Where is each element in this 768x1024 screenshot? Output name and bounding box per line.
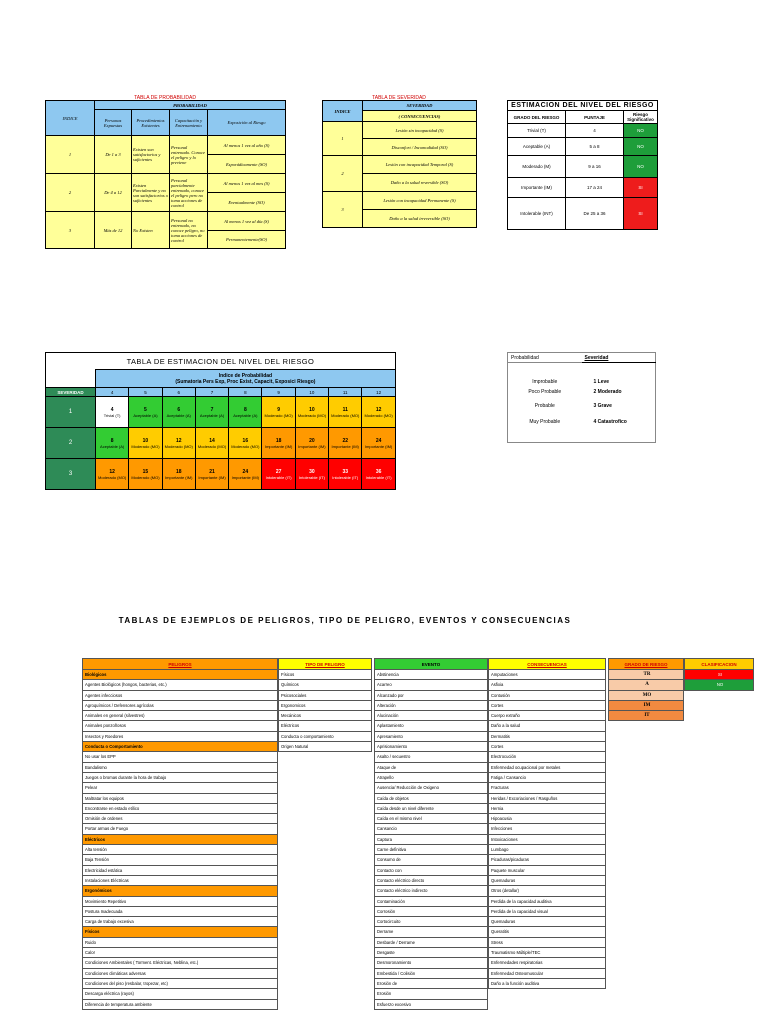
risk-puntaje-1: 4 bbox=[566, 124, 624, 138]
sev-indice-1: 1 bbox=[323, 122, 363, 156]
matrix-cell-score: 12 bbox=[175, 437, 182, 444]
consecuencia-item: Quemaduras bbox=[488, 917, 606, 927]
legend-sev-4: 4 Catastrofico bbox=[593, 418, 627, 425]
matrix-cell-level: Moderado (MO) bbox=[197, 443, 227, 449]
matrix-cell-level: Moderado (MO) bbox=[364, 412, 393, 418]
matrix-cell-level: Moderado (MO) bbox=[131, 443, 160, 449]
matrix-prob-10: 10 bbox=[295, 388, 328, 397]
consecuencia-item: Otros (detallar) bbox=[488, 886, 606, 896]
matrix-prob-7: 7 bbox=[195, 388, 228, 397]
consecuencia-item: Stress bbox=[488, 938, 606, 948]
probability-table bbox=[45, 100, 286, 249]
matrix-cell-score: 12 bbox=[109, 468, 115, 475]
peligro-category: Eléctricos bbox=[82, 835, 278, 845]
legend-prob-2: Poco Probable bbox=[528, 388, 562, 395]
matrix-cell-level: Aceptable (A) bbox=[133, 412, 158, 418]
prob-col-indice: INDICE bbox=[46, 101, 95, 136]
matrix-cell bbox=[329, 397, 362, 428]
matrix-cell-level: Importante (IM) bbox=[231, 474, 259, 480]
sev-item-2a: Lesión con incapacidad Temporal (S) bbox=[363, 156, 477, 174]
sev-caption: TABLA DE SEVERIDAD bbox=[372, 95, 426, 101]
sev-indice-3: 3 bbox=[323, 192, 363, 228]
matrix-cell-level: Intolerable (IT) bbox=[298, 474, 325, 480]
matrix-cell-score: 11 bbox=[342, 406, 348, 413]
peligro-item: Animales ponzoñosos bbox=[82, 721, 278, 731]
peligro-item: Carga de trabajo excesiva bbox=[82, 917, 278, 927]
matrix-cell-level: Intolerable (IT) bbox=[332, 474, 359, 480]
prob-cap-3: Personal no entrenado, no conoce peligro, no toma acciones de control bbox=[170, 212, 208, 249]
matrix-cell bbox=[96, 397, 129, 428]
tipo-header: TIPO DE PELIGRO bbox=[278, 658, 372, 670]
tipo-item: Conducta o comportamiento bbox=[278, 732, 372, 742]
matrix-cell-score: 8 bbox=[110, 437, 114, 444]
matrix-cell bbox=[262, 397, 295, 428]
sev-col-indice: INDICE bbox=[323, 101, 363, 122]
matrix-indice-title: Indice de Probabilidad bbox=[218, 372, 273, 379]
risk-puntaje-3: 9 a 16 bbox=[566, 156, 624, 178]
risk-puntaje-2: 5 a 8 bbox=[566, 138, 624, 156]
grado-item: IT bbox=[608, 711, 684, 721]
matrix-prob-5: 5 bbox=[129, 388, 162, 397]
grado-item: TR bbox=[608, 670, 684, 680]
matrix-cell bbox=[96, 459, 129, 490]
prob-caption: TABLA DE PROBABILIDAD bbox=[134, 95, 196, 101]
risk-sig-2: NO bbox=[624, 138, 658, 156]
grado-header: GRADO DE RIESGO bbox=[608, 658, 684, 670]
peligro-category: Conducta o Comportamiento bbox=[82, 742, 278, 752]
consecuencia-item: Lumbago bbox=[488, 845, 606, 855]
peligro-item: Encontrarse en estado etílico bbox=[82, 804, 278, 814]
column-consecuencias bbox=[488, 658, 606, 989]
tipo-item: Psicosociales bbox=[278, 691, 372, 701]
matrix-cell-level: Trivial (T) bbox=[103, 412, 121, 418]
tipo-item: Eléctricos bbox=[278, 721, 372, 731]
matrix-cell-level: Aceptable (A) bbox=[100, 443, 125, 449]
column-tipo bbox=[278, 658, 372, 752]
legend-sev-3: 3 Grave bbox=[593, 402, 612, 409]
matrix-prob-6: 6 bbox=[162, 388, 195, 397]
matrix-cell-level: Aceptable (A) bbox=[199, 412, 225, 418]
consecuencia-item: Cuerpo extraño bbox=[488, 711, 606, 721]
matrix-severidad-label: SEVERIDAD bbox=[46, 388, 96, 397]
grado-item: A bbox=[608, 680, 684, 690]
evento-item: Contaminación bbox=[374, 897, 488, 907]
matrix-cell-level: Aceptable (A) bbox=[233, 412, 258, 418]
evento-item: Desgaste bbox=[374, 948, 488, 958]
consecuencia-item: Perdida de la capacidad auditiva bbox=[488, 897, 606, 907]
evento-item: Asalto / secuestro bbox=[374, 752, 488, 762]
matrix-cell-level: Moderado (MO) bbox=[264, 412, 293, 418]
grado-item: MO bbox=[608, 691, 684, 701]
matrix-cell-score: 7 bbox=[210, 406, 214, 413]
prob-cap-2: Personal parcialmente entrenado, conoce el peligro pero no toma acciones de control bbox=[170, 174, 208, 212]
consecuencia-item: Paquete muscular bbox=[488, 866, 606, 876]
tipo-item: Ergonomicos bbox=[278, 701, 372, 711]
prob-personas-2: De 4 a 12 bbox=[95, 174, 132, 212]
matrix-cell bbox=[329, 459, 362, 490]
matrix-cell-level: Moderado (MO) bbox=[297, 412, 327, 418]
evento-item: Acarreo bbox=[374, 680, 488, 690]
examples-title: TABLAS DE EJEMPLOS DE PELIGROS, TIPO DE PELIGRO, EVENTOS Y CONSECUENCIAS bbox=[118, 616, 572, 625]
prob-indice-3: 3 bbox=[46, 212, 95, 249]
peligro-item: Diferencia de temperatura ambiente bbox=[82, 1000, 278, 1010]
matrix-prob-9: 9 bbox=[262, 388, 295, 397]
evento-item: Contacto con bbox=[374, 866, 488, 876]
matrix-cell bbox=[295, 459, 328, 490]
matrix-cell-level: Moderado (MO) bbox=[131, 474, 160, 480]
consecuencia-item: Cortes bbox=[488, 742, 606, 752]
prob-proc-1: Existen son satisfactorios y suficientes bbox=[132, 136, 170, 174]
matrix-cell bbox=[229, 459, 262, 490]
peligro-item: Agentes Biológicos (hongos, bacterias, etc.) bbox=[82, 680, 278, 690]
consecuencia-item: Daño a la salud bbox=[488, 721, 606, 731]
evento-item: Apresamiento bbox=[374, 732, 488, 742]
sev-item-2b: Daño a la salud reversible (SO) bbox=[363, 174, 477, 192]
evento-item: Atrapello bbox=[374, 773, 488, 783]
consecuencia-item: Picaduras/picaduras bbox=[488, 855, 606, 865]
legend-prob-4: Muy Probable bbox=[529, 418, 561, 425]
risk-sig-5: SI bbox=[624, 198, 658, 230]
matrix-cell bbox=[129, 428, 162, 459]
peligro-item: Instalaciones Eléctricas bbox=[82, 876, 278, 886]
evento-item: Captura bbox=[374, 835, 488, 845]
matrix-cell bbox=[195, 428, 228, 459]
matrix-cell-score: 16 bbox=[242, 437, 249, 444]
peligro-item: Condiciones climáticas adversas bbox=[82, 969, 278, 979]
column-grado bbox=[608, 658, 684, 721]
evento-item: Desmoronamiento bbox=[374, 958, 488, 968]
consecuencia-item: Intoxicaciones bbox=[488, 835, 606, 845]
matrix-cell bbox=[329, 428, 362, 459]
sev-item-3b: Daño a la salud irreversible (SO) bbox=[363, 210, 477, 228]
peligro-item: Portar armas de Fuego bbox=[82, 824, 278, 834]
matrix-cell-level: Importante (IM) bbox=[264, 443, 293, 449]
matrix-indice-header bbox=[96, 370, 396, 388]
evento-item: Alucinación bbox=[374, 711, 488, 721]
evento-item: Contacto eléctrico indirecto bbox=[374, 886, 488, 896]
consecuencia-item: Perdida de la capacidad visual bbox=[488, 907, 606, 917]
peligro-item: Bandalismo bbox=[82, 763, 278, 773]
matrix-cell-score: 8 bbox=[243, 406, 247, 413]
peligro-category: Físicos bbox=[82, 927, 278, 937]
matrix-cell bbox=[262, 459, 295, 490]
tipo-item: Origen Natural bbox=[278, 742, 372, 752]
risk-grado-5: Intolerable (INT) bbox=[508, 198, 566, 230]
consecuencia-item: Hernia bbox=[488, 804, 606, 814]
peligro-item: Ruido bbox=[82, 938, 278, 948]
risk-sig-4: SI bbox=[624, 178, 658, 198]
consecuencia-item: Enfermedad Osteomuscular bbox=[488, 969, 606, 979]
peligro-item: Maltratar los equipos bbox=[82, 794, 278, 804]
sev-item-1b: Disconfort / Incomodidad (SO) bbox=[363, 139, 477, 156]
matrix-sev-2: 2 bbox=[46, 428, 96, 459]
matrix-cell-level: Importante (IM) bbox=[198, 474, 226, 480]
consecuencia-item: Daño a la función auditiva bbox=[488, 979, 606, 989]
legend-table bbox=[507, 352, 656, 443]
peligro-item: Omisión de ordenes bbox=[82, 814, 278, 824]
tipo-item: Mecánicos bbox=[278, 711, 372, 721]
matrix-cell-score: 24 bbox=[375, 437, 382, 444]
evento-item: Consumo de bbox=[374, 855, 488, 865]
peligro-item: Agentes infecciosos bbox=[82, 691, 278, 701]
evento-item: Cortocircuito bbox=[374, 917, 488, 927]
risk-grado-4: Importante (IM) bbox=[508, 178, 566, 198]
matrix-cell-level: Intolerable (IT) bbox=[265, 474, 292, 480]
matrix-cell bbox=[229, 428, 262, 459]
matrix-cell bbox=[229, 397, 262, 428]
peligro-item: Postura Inadecuada bbox=[82, 907, 278, 917]
risk-grado-1: Trivial (T) bbox=[508, 124, 566, 138]
clasif-item: NO bbox=[684, 680, 754, 690]
matrix-cell bbox=[162, 397, 195, 428]
matrix-cell bbox=[295, 397, 328, 428]
evento-item: Aplastamiento bbox=[374, 721, 488, 731]
matrix-cell-score: 18 bbox=[275, 437, 282, 444]
matrix-cell-level: Moderado (MO) bbox=[231, 443, 260, 449]
evento-item: Ausencia/ Reducción de Oxigeno bbox=[374, 783, 488, 793]
sev-sub-header: ( CONSECUENCIAS) bbox=[363, 111, 477, 122]
risk-grado-3: Moderado (M) bbox=[508, 156, 566, 178]
matrix-cell-score: 18 bbox=[175, 468, 182, 475]
evento-item: Alteración bbox=[374, 701, 488, 711]
peligro-item: Baja Tensión bbox=[82, 855, 278, 865]
sev-group-header: SEVERIDAD bbox=[363, 101, 477, 111]
consecuencias-header: CONSECUENCIAS bbox=[488, 658, 606, 670]
matrix-cell-score: 5 bbox=[144, 406, 147, 413]
peligro-item: Animales en general (silvestres) bbox=[82, 711, 278, 721]
prob-header-procedimientos: Procedimientos Existentes bbox=[132, 110, 170, 136]
prob-header-personas: Personas Expuestas bbox=[95, 110, 132, 136]
matrix-cell-score: 22 bbox=[342, 437, 348, 444]
risk-sig-3: NO bbox=[624, 156, 658, 178]
evento-item: Abstinencia bbox=[374, 670, 488, 680]
matrix-cell-score: 4 bbox=[110, 406, 114, 413]
consecuencia-item: Queratitis bbox=[488, 927, 606, 937]
matrix-cell bbox=[195, 459, 228, 490]
matrix-cell-score: 20 bbox=[309, 437, 315, 444]
evento-header: EVENTO bbox=[374, 658, 488, 670]
risk-header-grado: GRADO DEL RIESGO bbox=[508, 111, 566, 124]
matrix-cell-score: 6 bbox=[177, 406, 181, 413]
consecuencia-item: Amputaciones bbox=[488, 670, 606, 680]
matrix-cell-level: Importante (IM) bbox=[298, 443, 326, 449]
evento-item: Erosión de bbox=[374, 979, 488, 989]
column-evento bbox=[374, 658, 488, 1010]
matrix-cell bbox=[362, 459, 395, 490]
consecuencia-item: Infecciones bbox=[488, 824, 606, 834]
matrix-cell-score: 36 bbox=[375, 468, 382, 475]
legend-prob-1: Improbable bbox=[532, 378, 558, 385]
matrix-cell-score: 33 bbox=[342, 468, 348, 475]
matrix-cell-score: 15 bbox=[142, 468, 149, 475]
prob-indice-1: 1 bbox=[46, 136, 95, 174]
peligro-category: Ergonómicos bbox=[82, 886, 278, 896]
evento-item: Carne definitiva bbox=[374, 845, 488, 855]
risk-sig-1: NO bbox=[624, 124, 658, 138]
prob-exp-1b: Esporádicamente (SO) bbox=[208, 155, 286, 174]
matrix-prob-8: 8 bbox=[229, 388, 262, 397]
peligro-item: Insectos y Roedores bbox=[82, 732, 278, 742]
peligro-category: Biológicos bbox=[82, 670, 278, 680]
evento-item: Esfuerzo excesivo bbox=[374, 1000, 488, 1010]
matrix-cell bbox=[129, 459, 162, 490]
prob-proc-3: No Existen bbox=[132, 212, 170, 249]
prob-exp-1a: Al menos 1 vez al año (S) bbox=[208, 136, 286, 155]
prob-indice-2: 2 bbox=[46, 174, 95, 212]
matrix-cell bbox=[162, 428, 195, 459]
consecuencia-item: Contusión bbox=[488, 691, 606, 701]
prob-exp-2b: Eventualmente (SO) bbox=[208, 193, 286, 212]
column-peligros bbox=[82, 658, 278, 1010]
consecuencia-item: Enfermedad ocupacional por metales bbox=[488, 763, 606, 773]
peligro-item: Descarga eléctrica (rayos) bbox=[82, 989, 278, 999]
grado-item: IM bbox=[608, 701, 684, 711]
matrix-prob-12: 12 bbox=[362, 388, 395, 397]
matrix-cell bbox=[262, 428, 295, 459]
column-clasificacion bbox=[684, 658, 754, 691]
prob-exp-3b: Permanentemente(SO) bbox=[208, 231, 286, 249]
risk-header-puntaje: PUNTAJE bbox=[566, 111, 624, 124]
matrix-title: TABLA DE ESTIMACION DEL NIVEL DEL RIESGO bbox=[46, 353, 396, 370]
matrix-cell-score: 14 bbox=[209, 437, 215, 444]
evento-item: Caída desde un nivel diferente bbox=[374, 804, 488, 814]
consecuencia-item: Enfermedades respiratorias bbox=[488, 958, 606, 968]
evento-item: Ataque de bbox=[374, 763, 488, 773]
matrix-cell-score: 10 bbox=[142, 437, 149, 444]
risk-puntaje-4: 17 a 24 bbox=[566, 178, 624, 198]
matrix-sev-1: 1 bbox=[46, 397, 96, 428]
evento-item: Caída de objetos bbox=[374, 794, 488, 804]
legend-header-prob: Probabilidad bbox=[508, 353, 582, 363]
matrix-cell bbox=[362, 397, 395, 428]
matrix-cell-level: Moderado (MO) bbox=[331, 412, 360, 418]
matrix-cell-level: Moderado (MO) bbox=[164, 443, 193, 449]
matrix-cell bbox=[195, 397, 228, 428]
matrix-cell-level: Importante (IM) bbox=[364, 443, 393, 449]
prob-header-capacitacion: Capacitación y Entrenamiento bbox=[170, 110, 208, 136]
prob-cap-1: Personal entrenado. Conoce el peligro y lo previene bbox=[170, 136, 208, 174]
prob-personas-3: Más de 12 bbox=[95, 212, 132, 249]
legend-sev-1: 1 Leve bbox=[593, 378, 610, 385]
clasif-item: SI bbox=[684, 670, 754, 680]
prob-exp-3a: Al menos 1 vez al día (S) bbox=[208, 212, 286, 231]
matrix-cell bbox=[96, 428, 129, 459]
peligro-item: Movimiento Repetitivo bbox=[82, 897, 278, 907]
peligro-item: Pelear bbox=[82, 783, 278, 793]
consecuencia-item: Hipoacusia bbox=[488, 814, 606, 824]
matrix-prob-11: 11 bbox=[329, 388, 362, 397]
consecuencia-item: Quemaduras bbox=[488, 876, 606, 886]
prob-proc-2: Existen Parcialmente y no son satisfactorios o suficientes bbox=[132, 174, 170, 212]
evento-item: Desbarde / Derrame bbox=[374, 938, 488, 948]
matrix-cell-level: Aceptable (A) bbox=[166, 412, 191, 418]
matrix-cell-score: 24 bbox=[242, 468, 249, 475]
prob-exp-2a: Al menos 1 vez al mes (S) bbox=[208, 174, 286, 193]
consecuencia-item: Electrocución bbox=[488, 752, 606, 762]
clasif-header: CLASIFICACION bbox=[684, 658, 754, 670]
peligro-item: Condiciones del piso (resbalar, tropezar, etc) bbox=[82, 979, 278, 989]
evento-item: Corrosión bbox=[374, 907, 488, 917]
severity-table bbox=[322, 100, 477, 228]
peligro-item: Condiciones Ambientales ( Torment. Eléctricas, Neblina, etc.) bbox=[82, 958, 278, 968]
consecuencia-item: Dermatitis bbox=[488, 732, 606, 742]
matrix-cell bbox=[162, 459, 195, 490]
peligro-item: Electricidad estática bbox=[82, 866, 278, 876]
matrix-cell-level: Importante (IM) bbox=[165, 474, 193, 480]
matrix-cell-score: 30 bbox=[309, 468, 315, 475]
sev-item-3a: Lesión con incapacidad Permanente (S) bbox=[363, 192, 477, 210]
legend-sev-2: 2 Moderado bbox=[593, 388, 622, 395]
risk-level-table bbox=[507, 100, 658, 230]
matrix-cell bbox=[129, 397, 162, 428]
consecuencia-item: Fatiga / Cansancio bbox=[488, 773, 606, 783]
matrix-prob-4: 4 bbox=[96, 388, 129, 397]
matrix-sev-3: 3 bbox=[46, 459, 96, 490]
evento-item: Aprisionamiento bbox=[374, 742, 488, 752]
evento-item: Embestida / Colisión bbox=[374, 969, 488, 979]
matrix-cell bbox=[295, 428, 328, 459]
legend-prob-3: Probable bbox=[534, 402, 555, 409]
risk-header-sig: Riesgo Significativo bbox=[624, 111, 658, 124]
prob-group-header: PROBABILIDAD bbox=[95, 101, 286, 110]
matrix-cell-score: 9 bbox=[277, 406, 281, 413]
risk-level-title: ESTIMACION DEL NIVEL DEL RIESGO bbox=[508, 101, 658, 111]
matrix-cell-level: Intolerable (IT) bbox=[365, 474, 392, 480]
consecuencia-item: Asfixia bbox=[488, 680, 606, 690]
peligro-item: Calor bbox=[82, 948, 278, 958]
matrix-cell-score: 12 bbox=[375, 406, 382, 413]
evento-item: Caída en el mismo nivel bbox=[374, 814, 488, 824]
matrix-cell-level: Importante (IM) bbox=[331, 443, 359, 449]
peligros-header: PELIGROS bbox=[82, 658, 278, 670]
matrix-cell-score: 27 bbox=[275, 468, 282, 475]
evento-item: Alcanzado por bbox=[374, 691, 488, 701]
peligro-item: No usar los EPP bbox=[82, 752, 278, 762]
evento-item: Erosión bbox=[374, 989, 488, 999]
evento-item: Contacto eléctrico directo bbox=[374, 876, 488, 886]
risk-grado-2: Aceptable (A) bbox=[508, 138, 566, 156]
consecuencia-item: Fracturas bbox=[488, 783, 606, 793]
matrix-cell bbox=[362, 428, 395, 459]
tipo-item: Físicos bbox=[278, 670, 372, 680]
sev-item-1a: Lesión sin incapacidad (S) bbox=[363, 122, 477, 139]
legend-header-sev: Severidad bbox=[582, 353, 656, 363]
evento-item: Derrame bbox=[374, 927, 488, 937]
prob-personas-1: De 1 a 3 bbox=[95, 136, 132, 174]
risk-matrix bbox=[45, 352, 396, 490]
peligro-item: Alta tensión bbox=[82, 845, 278, 855]
sev-indice-2: 2 bbox=[323, 156, 363, 192]
consecuencia-item: Cortes bbox=[488, 701, 606, 711]
tipo-item: Químicos bbox=[278, 680, 372, 690]
evento-item: Cansancio bbox=[374, 824, 488, 834]
consecuencia-item: Traumatismo Múltiple/TEC bbox=[488, 948, 606, 958]
consecuencia-item: Heridas / Excoriaciones / Rasguños bbox=[488, 794, 606, 804]
matrix-cell-score: 21 bbox=[209, 468, 215, 475]
prob-header-exposicion: Exposición al Riesgo bbox=[208, 110, 286, 136]
peligro-item: Agroquímicos / Defensores agrícolas bbox=[82, 701, 278, 711]
matrix-indice-sub: (Sumatoria Pers Exp, Proc Exist, Capacit, Exposici Riesgo) bbox=[175, 378, 316, 385]
peligro-item: Juegos o bromas durante la hora de trabajo bbox=[82, 773, 278, 783]
risk-puntaje-5: De 25 a 36 bbox=[566, 198, 624, 230]
matrix-cell-level: Moderado (MO) bbox=[98, 474, 127, 480]
matrix-cell-score: 10 bbox=[309, 406, 315, 413]
